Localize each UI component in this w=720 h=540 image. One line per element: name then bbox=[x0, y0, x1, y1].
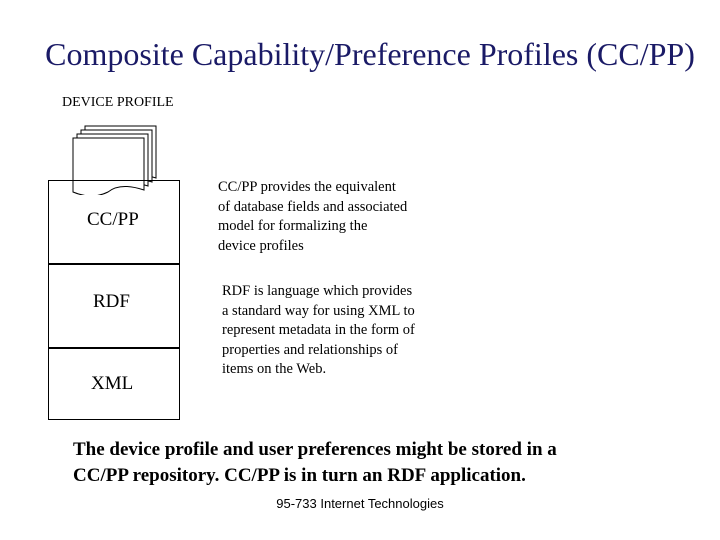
rdf-description: RDF is language which provides a standard way for using XML to represent metadata in the form of properties and relationships of items on the Web. bbox=[222, 283, 415, 377]
rdf-layer-box bbox=[48, 264, 180, 348]
device-profile-label: DEVICE PROFILE bbox=[62, 95, 174, 110]
xml-layer-label: XML bbox=[91, 373, 134, 394]
summary-text: The device profile and user preferences might be stored in a CC/PP repository. CC/PP is in turn an RDF application. bbox=[73, 439, 557, 486]
rdf-layer-label: RDF bbox=[93, 291, 130, 312]
slide-title: Composite Capability/Preference Profiles (CC/PP) bbox=[45, 36, 695, 72]
ccpp-description: CC/PP provides the equivalent of database fields and associated model for formalizing the device profiles bbox=[218, 179, 408, 254]
xml-layer-box bbox=[48, 348, 180, 420]
slide-footer: 95-733 Internet Technologies bbox=[276, 496, 444, 511]
ccpp-layer-box bbox=[48, 180, 180, 264]
ccpp-layer-label: CC/PP bbox=[87, 209, 139, 230]
